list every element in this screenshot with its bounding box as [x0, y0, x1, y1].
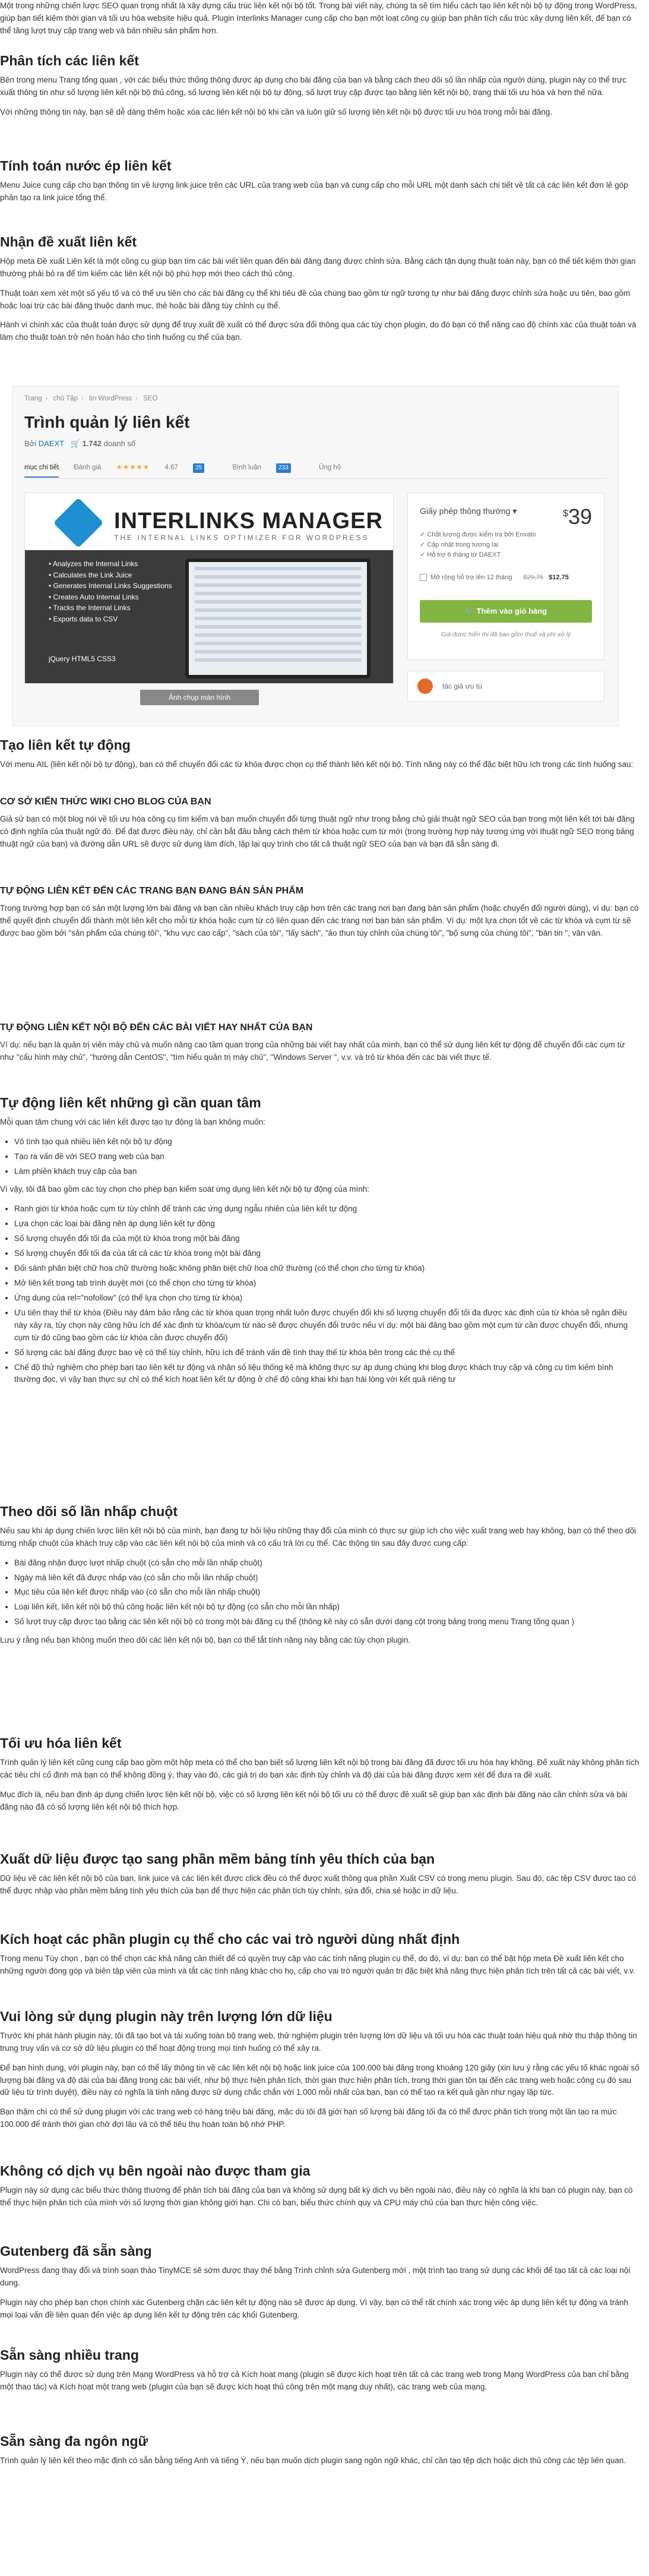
list-item: • Số lượng các bài đăng được bao vệ có thể tùy chỉnh, hữu ích để tránh vấn đề tình thay thế từ khóa bên trong các thẻ cụ thể — [14, 1347, 641, 1359]
paragraph: Mỗi quan tâm chung với các liên kết được tạo tự động là bạn không muốn: — [0, 1117, 266, 1126]
section-title: Tự động liên kết những gì cần quan tâm — [0, 1095, 261, 1110]
sales-count: 1.742 — [82, 439, 102, 448]
tab-support[interactable]: Ủng hộ — [319, 464, 341, 471]
license-select[interactable]: Giấy phép thông thường ▾ — [420, 506, 517, 516]
feature-item: • Exports data to CSV — [49, 614, 172, 625]
section-title: Xuất dữ liệu được tạo sang phần mềm bảng tính yêu thích của bạn — [0, 1851, 435, 1867]
sales-label: doanh số — [103, 439, 136, 448]
section-best-articles — [0, 1022, 641, 1071]
banner-subtitle: THE INTERNAL LINKS OPTIMIZER FOR WORDPRESS — [114, 533, 369, 542]
list-item: • Số lượng chuyển đổi tối đa của tất cả các từ khóa trong một bài đăng — [14, 1248, 641, 1260]
paragraph: Bên trong menu Trang tổng quan , với các biểu thức thống thông được áp dụng cho bài đăng của bạn và bằng cách theo dõi số lần nhấp của người dùng, plugin này có thể trực xuất thông tin như số lượng liên kết nội bộ thủ công, số lượng liên kết nội bộ tự động, số lượt truy cập được tạo bằng liên kết nội bộ, trạng thái tối ưu hóa và hơn thế nữa. — [0, 75, 626, 97]
section-auto-links — [0, 737, 641, 778]
elite-author-label: tác giả ưu tú — [442, 682, 482, 690]
list-item: • Ưu tiên thay thế từ khóa (Điều này đảm bảo rằng các từ khóa quan trọng nhất luôn được chuyển đổi khi số lượng chuyển đổi tối đa được xác định của từ khóa sẽ ngăn điều này xảy ra, tùy chọn này cũng hữu ích để xác định từ khóa/cụm từ nào sẽ được chuyển đổi trước nếu ví dụ: một bài đăng bao gồm một cụm từ cần được chuyển đổi, nhưng cụm từ đó cũng bao gồm các từ khóa cần được chuyển đổi) — [14, 1307, 641, 1344]
section-title: Sẵn sàng nhiều trang — [0, 2347, 139, 2363]
tech-logos: jQuery HTML5 CSS3 — [49, 655, 116, 663]
paragraph: Lưu ý rằng nếu bạn không muốn theo dõi các liên kết nội bộ, bạn có thể tắt tính năng này bằng các tùy chọn plugin. — [0, 1636, 411, 1645]
section-link-suggestions — [0, 233, 641, 351]
price-note: Giá được hiển thị đã bao gồm thuế và phí xử lý — [441, 631, 571, 638]
old-price: $29,75 — [523, 574, 544, 581]
option-list — [0, 1203, 641, 1386]
checkbox[interactable] — [420, 574, 427, 581]
tab-reviews[interactable]: Đánh giá ★★★★★ 4.67 25 — [74, 463, 217, 473]
paragraph: Trong menu Tùy chọn , bạn có thể chọn các khả năng cần thiết để có quyền truy cập vào các tính năng plugin cụ thể, do đó, ví dụ: bạn có thể bật hộp meta Đề xuất liên kết cho những người đóng góp và biên tập viên của mình và tắt các tính năng khác cho họ, cấp cho vai trò người quản trị đặc biệt khả năng thực hiện phân tích trên tất cả các bài viết, v.v. — [0, 1953, 635, 1975]
list-item: • Lựa chọn các loại bài đăng nên áp dụng liên kết tự động — [14, 1218, 641, 1230]
paragraph: Dữ liệu về các liên kết nội bộ của bạn, link juice và các liên kết được click đều có thể được xuất thông qua phần Xuất CSV có trong menu plugin. Sau đó, các tệp CSV được tạo có thể được nhập vào phần mềm bảng tính yêu thích của bạn để thực hiện các phân tích tùy chỉnh, sửa đổi, chia sẻ hoặc in dữ liệu. — [0, 1873, 637, 1895]
intro-section — [0, 0, 641, 45]
paragraph: Để bạn hình dung, với plugin này, bạn có thể lấy thông tin về các liên kết nội bộ hoặc link juice của 100.000 bài đăng trong khoảng 120 giây (xin lưu ý rằng các yếu tố khác ngoài số lượng bài đăng và độ dài của bài đăng trong các bài viết, như bộ thực hiện phân tích, thời gian thực hiện phân tích, trong thời gian tồn tại đến các trang web hoặc công cụ đó sau dữ liệu từ trình duyệt), điều này có nghĩa là tính năng được sử dụng chắc chắn với 1.000 mỗi nhất của bạn, bạn có thể tạo ra kết quả gần như ngay lập tức. — [0, 2063, 639, 2097]
section-export — [0, 1851, 641, 1905]
list-item: • Vô tình tạo quá nhiều liên kết nội bộ tự động — [14, 1136, 641, 1148]
section-title: Sẵn sàng đa ngôn ngữ — [0, 2433, 148, 2449]
cart-icon: 🛒 — [70, 439, 80, 448]
paragraph: Ví dụ: nếu bạn là quản trị viên máy chủ và muốn nâng cao tầm quan trọng của những bài viết hay nhất của mình, bạn có thể sử dụng liên kết tự động để chuyển đổi các cụm từ như "cấu hình máy chủ", "hướng dẫn CentOS", "tìm hiểu quản trị máy chủ", "Windows Server ", v.v. và trỏ từ khóa đến các bài viết thực tế. — [0, 1040, 625, 1062]
paragraph: Trình quản lý liên kết cũng cung cấp bao gồm một hộp meta có thể cho bạn biết số lượng liên kết nội bộ trong bài đăng đã được tối ưu hóa hay không. Để xuất này không phân tích các tiêu chí cố định mà bạn có thể không đồng ý, thay vào đó, các giá trị do bạn xác định tùy chỉnh và độ dài của bài đăng được xem xét để đưa ra đề xuất. — [0, 1757, 639, 1779]
breadcrumb-item[interactable]: SEO — [143, 395, 158, 402]
extend-support-option[interactable]: Mở rộng hỗ trợ lên 12 tháng $29,75 $12,75 — [420, 573, 592, 583]
by-label: Bởi — [24, 439, 37, 448]
list-item: • Đối sánh phân biệt chữ hoa chữ thường hoặc không phân biệt chữ hoa chữ thường (có thể chọn cho từng từ khóa) — [14, 1262, 641, 1275]
tracking-list — [0, 1557, 641, 1629]
section-title: Vui lòng sử dụng plugin này trên lượng lớn dữ liệu — [0, 2009, 333, 2024]
product-banner[interactable] — [24, 493, 394, 684]
cart-icon: 🛒 — [464, 607, 475, 615]
list-item: • Làm phiền khách truy cập của bạn — [14, 1166, 641, 1178]
paragraph: Thuật toán xem xét một số yếu tố và có thể ưu tiên cho các bài đăng cụ thể khi tiêu đề của chúng bao gồm từ ngữ tương tự như bài đăng được chỉnh sửa hoặc ưu tiên, bao gồm hoặc loại trừ các bài đăng thuộc danh mục, thẻ hoặc bài đăng tùy chỉnh cụ thể. — [0, 288, 631, 310]
section-wiki — [0, 796, 641, 858]
tab-details[interactable]: mục chi tiết — [24, 463, 59, 478]
feature-item: • Creates Auto Internal Links — [49, 592, 172, 603]
section-no-external — [0, 2163, 641, 2217]
breadcrumb-item[interactable]: chủ Tập — [53, 395, 78, 402]
concern-list — [0, 1136, 641, 1178]
breadcrumb-item[interactable]: tin WordPress — [89, 395, 132, 402]
product-title: Trình quản lý liên kết — [24, 413, 190, 431]
subsection-title: CƠ SỞ KIẾN THỨC WIKI CHO BLOG CỦA BẠN — [0, 797, 211, 807]
screenshots-button[interactable]: Ảnh chụp màn hình — [140, 690, 259, 705]
paragraph: Với menu AIL (liên kết nội bộ tự động), bạn có thể chuyển đổi các từ khóa được chọn cụ thể thành liên kết nội bộ. Tính năng này có thể đặc biệt hữu ích trong các tình huống sau: — [0, 759, 634, 769]
elite-author-box[interactable] — [407, 671, 604, 702]
intro-paragraph: Một trong những chiến lược SEO quan trọng nhất là xây dựng cấu trúc liên kết nội bộ tốt. Trong bài viết này, chúng ta sẽ tìm hiểu cách tạo liên kết nội bộ tự động trong WordPress, giúp bạn tiết kiệm thời gian và tối ưu hóa website hiệu quả. Plugin Interlinks Manager cung cấp cho bạn một loạt công cụ giúp bạn phân tích cấu trúc xây dựng liên kết, để bạn có thể tăng lượt truy cập trang web và bán nhiều sản phẩm hơn. — [0, 1, 637, 35]
paragraph: Bạn thậm chí có thể sử dụng plugin với các trang web có hàng triệu bài đăng, mặc dù tôi đã giới hạn số lượng bài đăng tối đa có thể được phân tích trong một lần tạo ra mức 100.000 để tránh thời gian chờ đợi lâu và có thể tiêu thụ hoàn toàn bộ nhớ PHP. — [0, 2107, 617, 2129]
list-item: • Chế độ thử nghiệm cho phép bạn tạo liên kết tự động và nhận số liệu thống kê mà không thực sự áp dụng chúng khi blog được khách truy cập và công cụ tìm kiếm bình thường đọc, vì vậy bạn thực sự chỉ có thể kích hoạt liên kết tự động ở chế độ công khai khi bạn hài lòng với kết quả riêng tư — [14, 1362, 641, 1387]
subsection-title: TỰ ĐỘNG LIÊN KẾT ĐẾN CÁC TRANG BẠN ĐANG BÁN SẢN PHẨM — [0, 886, 304, 896]
section-title: Phân tích các liên kết — [0, 53, 139, 68]
list-item: • Số lượt truy cập được tạo bằng các liên kết nội bộ có trong một bài đăng cụ thể (thông kê này có sẵn dưới dạng cột trong bảng trong menu Trang tổng quan ) — [14, 1616, 641, 1628]
list-item: • Ranh giới từ khóa hoặc cụm từ tùy chỉnh để tránh các ứng dụng ngẫu nhiên của liên kết tự động — [14, 1203, 641, 1216]
section-gutenberg — [0, 2243, 641, 2328]
rating-stars-icon: ★★★★★ — [116, 464, 150, 471]
license-features — [420, 530, 536, 560]
paragraph: Plugin này có thể được sử dụng trên Mạng WordPress và hỗ trợ cả Kích hoạt mạng (plugin sẽ được kích hoạt trên tất cả các trang web trong Mạng WordPress của bạn chỉ bằng một thao tác) và Kích hoạt một trang web (plugin của bạn sẽ được kích hoạt thủ công trên một mạng duy nhất), các trang web của mạng. — [0, 2369, 629, 2391]
paragraph: Plugin này cho phép bạn chọn chính xác Gutenberg chặn các liên kết tự động nào sẽ được áp dụng. Vì vậy, bạn có thể rất chính xác trong việc áp dụng liên kết tự động và tránh mọi loại vấn đề liên quan đến việc áp dụng liên kết tự động trên các khối Gutenberg. — [0, 2297, 628, 2319]
product-tabs — [24, 463, 606, 479]
paragraph: Hộp meta Đề xuất Liên kết là một công cụ giúp bạn tìm các bài viết liên quan đến bài đăng đang được chỉnh sửa. Bằng cách tận dụng thuật toán này, bạn có thể tiết kiệm thời gian thường phải bỏ ra để tìm kiếm các liên kết nội bộ phù hợp mới theo cách thủ công. — [0, 256, 636, 278]
paragraph: Plugin này sử dụng các biểu thức thông thường để phân tích bài đăng của bạn và không sử dụng bất kỳ dịch vụ bên ngoài nào, điều này có nghĩa là khi bạn có plugin này, bạn có thể thực hiện phân tích của mình với số lượng thời gian không giới hạn. Chi có bạn, biểu thức chính quy và CPU máy chủ của bạn thực hiện công việc. — [0, 2185, 633, 2207]
add-to-cart-button[interactable]: 🛒 Thêm vào giỏ hàng — [420, 600, 592, 623]
price: $39 — [563, 504, 592, 529]
feature-item: • Tracks the Internal Links — [49, 602, 172, 614]
section-title: Nhận đề xuất liên kết — [0, 234, 137, 250]
breadcrumb: Trang › chủ Tập › tin WordPress › SEO — [24, 395, 158, 402]
paragraph: Vì vậy, tôi đã bao gồm các tùy chọn cho phép bạn kiểm soát ứng dụng liên kết nội bộ tự động của mình: — [0, 1185, 369, 1194]
section-title: Tạo liên kết tự động — [0, 737, 131, 753]
list-item: • Loại liên kết, liên kết nội bộ thủ công hoặc liên kết nội bộ tự động (có sẵn cho mỗi lần nhấp) — [14, 1601, 641, 1614]
license-feature: ✓ Chất lượng được kiểm tra bởi Envato — [420, 530, 536, 540]
section-title: Tính toán nước ép liên kết — [0, 158, 172, 173]
section-click-tracking — [0, 1503, 641, 1654]
list-item: • Số lượng chuyển đổi tối đa của một từ khóa trong một bài đăng — [14, 1233, 641, 1245]
section-product-pages — [0, 885, 641, 947]
section-link-juice — [0, 157, 641, 211]
paragraph: Với những thông tin này, bạn sẽ dễ dàng thêm hoặc xóa các liên kết nội bộ khi cần và luôn giữ số lượng liên kết nội bộ được tối ưu hóa trong mỗi bài đăng. — [0, 107, 553, 116]
feature-list — [49, 558, 172, 625]
list-item: • Bài đăng nhận được lượt nhấp chuột (có sẵn cho mỗi lần nhấp chuột) — [14, 1557, 641, 1570]
feature-item: • Analyzes the Internal Links — [49, 558, 172, 570]
paragraph: Mục đích là, nếu bạn định áp dụng chiến lược liên kết nội bộ, việc có số lượng liên kết nội bộ tối ưu có thể được đề xuất sẽ giúp bạn xác định bài đăng nào cần chỉnh sửa và bài đăng nào đã có số lượng liên kết nội bộ thích hợp. — [0, 1789, 628, 1811]
section-optimization — [0, 1735, 641, 1820]
feature-item: • Calculates the Link Juice — [49, 570, 172, 581]
banner-title: INTERLINKS MANAGER — [114, 509, 383, 533]
list-item: • Ngày mà liên kết đã được nhấp vào (có sẵn cho mỗi lần nhấp chuột) — [14, 1572, 641, 1584]
paragraph: Trình quản lý liên kết theo mặc định có sẵn bằng tiếng Anh và tiếng Ý, nếu bạn muốn dịch plugin sang ngôn ngữ khác, chỉ cần tạo tệp dịch hoặc dịch thủ công các tệp liên quan. — [0, 2455, 626, 2465]
screenshot-preview — [185, 558, 371, 678]
section-title: Kích hoạt các phần plugin cụ thể cho các vai trò người dùng nhất định — [0, 1931, 460, 1947]
paragraph: Nếu sau khi áp dụng chiến lược liên kết nội bộ của mình, bạn đang tự hỏi liệu những thay đổi của mình có thực sự giúp ích cho việc xuất trang web hay không, bạn có thể theo dõi từng nhấp chuột của khách truy cập vào các liên kết nội bộ của mình và có cấu trả lời cụ thể. Các thông tin sau đây được cung cấp: — [0, 1526, 636, 1548]
breadcrumb-item[interactable]: Trang — [24, 395, 42, 402]
chevron-down-icon: ▾ — [512, 506, 517, 516]
list-item: • Mục tiêu của liên kết được nhấp vào (có sẵn cho mỗi lần nhấp chuột) — [14, 1586, 641, 1599]
paragraph: Giả sử bạn có một blog nói về tối ưu hóa công cụ tìm kiếm và bạn muốn chuyển đổi từng thuật ngữ như trong bằng chủ giải thuật ngữ SEO của bạn trong một liên kết tới bài đăng có định nghĩa của thuật ngữ đó. Để đạt được điều này, chỉ cần bắt đầu bằng cách thêm từ khóa hoặc cụm từ mới (trong trường hợp này tương ứng với thuật ngữ SEO trong bảng thuật ngữ của bạn) và đường dẫn URL sẽ được sử dụng làm đích, lặp lại quy trình cho tất cả thuật ngữ SEO của bạn và bạn đã sẵn sàng đi. — [0, 814, 635, 848]
license-feature: ✓ Cập nhật trong tương lai — [420, 540, 536, 550]
product-meta — [24, 438, 135, 450]
list-item: • Ứng dụng của rel="nofollow" (có thể lựa chọn cho từng từ khóa) — [14, 1292, 641, 1305]
section-title: Không có dịch vụ bên ngoài nào được tham gia — [0, 2163, 311, 2179]
list-item: • Mở liên kết trong tab trình duyệt mới (có thể chọn cho từng từ khóa) — [14, 1277, 641, 1290]
section-auto-link-concerns — [0, 1094, 641, 1392]
section-analyze-links — [0, 52, 641, 126]
section-title: Theo dõi số lần nhấp chuột — [0, 1504, 178, 1519]
section-title: Tối ưu hóa liên kết — [0, 1735, 122, 1751]
paragraph: Menu Juice cung cấp cho bạn thông tin về lượng link juice trên các URL của trang web của bạn và cung cấp cho mỗi URL một danh sách chi tiết về tất cả các liên kết đơn lẻ góp phần tạo ra link juice tổng thể. — [0, 180, 628, 202]
elite-author-icon — [417, 678, 433, 694]
purchase-box — [407, 493, 604, 660]
paragraph: Trước khi phát hành plugin này, tôi đã tạo bot và tải xuống toàn bộ trang web, thử nghiệm plugin trên lượng lớn dữ liệu và tối ưu hóa các thuật toán hiệu quả nhờ thu thập thông tin trung truy vấn và cơ sở dữ liệu plugin có thể hoạt động trong mọi tình huống có thể xảy ra. — [0, 2031, 637, 2053]
section-multilanguage — [0, 2433, 641, 2474]
license-feature: ✓ Hỗ trợ 6 tháng từ DAEXT — [420, 550, 536, 560]
new-price: $12,75 — [549, 574, 569, 581]
interlinks-logo-icon — [53, 498, 104, 548]
feature-item: • Generates Internal Links Suggestions — [49, 580, 172, 592]
section-multisite — [0, 2347, 641, 2401]
paragraph: Hành vi chính xác của thuật toán được sử dụng để truy xuất đề xuất có thể được sửa đổi thông qua các tùy chọn plugin, do đó bạn có thể nâng cao độ chính xác của thuật toán và làm cho thuật toán trở nên hoàn hảo cho tình huống cụ thể của bạn. — [0, 320, 637, 342]
paragraph: WordPress đang thay đổi và trình soạn thảo TinyMCE sẽ sớm được thay thế bằng Trình chỉnh sửa Gutenberg mới , một trình tạo trang sử dụng các khối để tạo tất cả các loại nội dung. — [0, 2265, 631, 2287]
author-link[interactable]: DAEXT — [38, 439, 64, 448]
subsection-title: TỰ ĐỘNG LIÊN KẾT NỘI BỘ ĐẾN CÁC BÀI VIẾT HAY NHẤT CỦA BẠN — [0, 1022, 313, 1033]
list-item: • Tạo ra vấn đề với SEO trang web của bạn — [14, 1151, 641, 1163]
product-card — [12, 386, 619, 726]
section-title: Gutenberg đã sẵn sàng — [0, 2243, 152, 2259]
paragraph: Trong trường hợp bạn có sản một lượng lớn bài đăng và bạn cần nhiều khách truy cập hơn trên các trang nơi bạn đang bán sản phẩm (hoặc chuyển đổi người dùng), ví dụ: bạn có thể quyết định chuyển đổi thành một liên kết cho mỗi từ khóa hoặc cụm từ có liên quan đến các trang nơi bạn bán sản phẩm. Ví dụ: một lựa chọn tốt về các từ khóa và cụm từ sẽ được bao gồm bởi "sản phẩm của chúng tôi", "khu vực cao cấp", "sách của tôi", "lấy sách", "ảo thun tùy chỉnh của chúng tôi", "bộ sưng của chúng tôi", "bán tin ", vân vân. — [0, 903, 639, 937]
tab-comments[interactable]: Bình luận 233 — [232, 463, 304, 473]
section-large-data — [0, 2008, 641, 2138]
section-roles — [0, 1931, 641, 1985]
